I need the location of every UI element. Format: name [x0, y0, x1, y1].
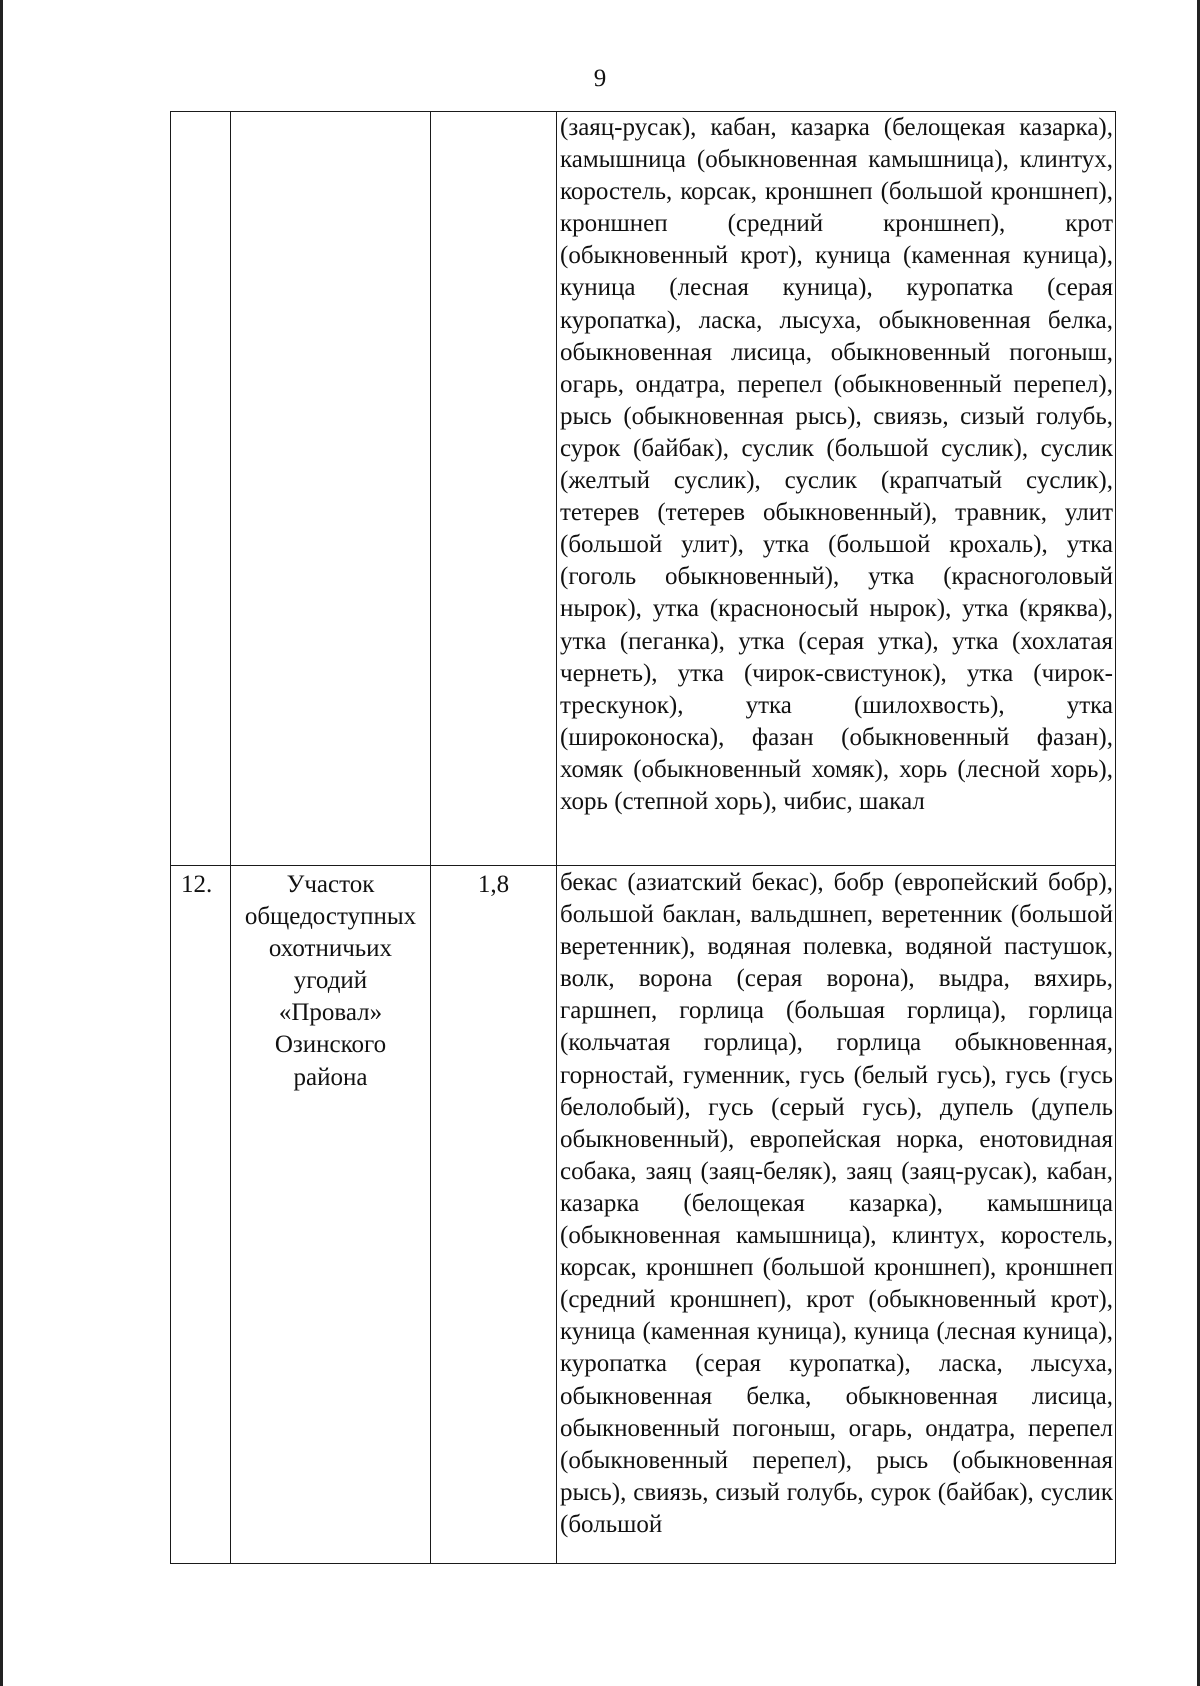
- scan-edge-left: [0, 0, 3, 1686]
- page-number: 9: [593, 65, 607, 92]
- ground-name-line: охотничьих: [268, 935, 393, 963]
- ground-name-line: «Провал»: [278, 999, 383, 1027]
- ground-name-cell: [231, 866, 431, 1564]
- row-number-cell: [171, 112, 231, 866]
- ground-name-line: общедоступных: [244, 903, 417, 931]
- ground-name-line: района: [293, 1063, 368, 1091]
- ground-name-line: угодий: [293, 967, 368, 995]
- hunting-grounds-table: [170, 111, 1116, 1564]
- table-row-12: [171, 866, 1116, 1564]
- species-list-cell: бекас (азиатский бекас), бобр (европейский бобр), большой баклан, вальдшнеп, веретенник (большой веретенник), водяная полевка, водяной пастушок, волк, ворона (серая ворона), выдра, вяхирь, гаршнеп, горлица (большая горлица), горлица (кольчатая горлица), горлица обыкновенная, горностай, гуменник, гусь (белый гусь), гусь (гусь белолобый), гусь (серый гусь), дупель (дупель обыкновенный), европейская норка, енотовидная собака, заяц (заяц-беляк), заяц (заяц-русак), кабан, казарка (белощекая казарка), камышница (обыкновенная камышница), клинтух, коростель, корсак, кроншнеп (большой кроншнеп), кроншнеп (средний кроншнеп), крот (обыкновенный крот), куница (каменная куница), куница (лесная куница), куропатка (серая куропатка), ласка, лысуха, обыкновенная белка, обыкновенная лисица, обыкновенный погоныш, огарь, ондатра, перепел (обыкновенный перепел), рысь (обыкновенная рысь), свиязь, сизый голубь, сурок (байбак), суслик (большой: [557, 866, 1116, 1564]
- area-cell: [431, 112, 557, 866]
- species-list-cell: (заяц-русак), кабан, казарка (белощекая казарка), камышница (обыкновенная камышница), клинтух, коростель, корсак, кроншнеп (большой кроншнеп), кроншнеп (средний кроншнеп), крот (обыкновенный крот), куница (каменная куница), куница (лесная куница), куропатка (серая куропатка), ласка, лысуха, обыкновенная белка, обыкновенная лисица, обыкновенный погоныш, огарь, ондатра, перепел (обыкновенный перепел), рысь (обыкновенная рысь), свиязь, сизый голубь, сурок (байбак), суслик (большой суслик), суслик (желтый суслик), суслик (крапчатый суслик), тетерев (тетерев обыкновенный), травник, улит (большой улит), утка (большой крохаль), утка (гоголь обыкновенный), утка (красноголовый нырок), утка (красноносый нырок), утка (кряква), утка (пеганка), утка (серая утка), утка (хохлатая чернеть), утка (чирок-свистунок), утка (чирок-трескунок), утка (шилохвость), утка (широконоска), фазан (обыкновенный фазан), хомяк (обыкновенный хомяк), хорь (лесной хорь), хорь (степной хорь), чибис, шакал: [557, 112, 1116, 866]
- ground-name-line: Участок: [286, 871, 375, 898]
- area-cell: 1,8: [431, 866, 557, 1564]
- row-number-cell: 12.: [171, 866, 231, 1564]
- ground-name-cell: [231, 112, 431, 866]
- table-row-continued: [171, 112, 1116, 866]
- ground-name-line: Озинского: [274, 1031, 387, 1059]
